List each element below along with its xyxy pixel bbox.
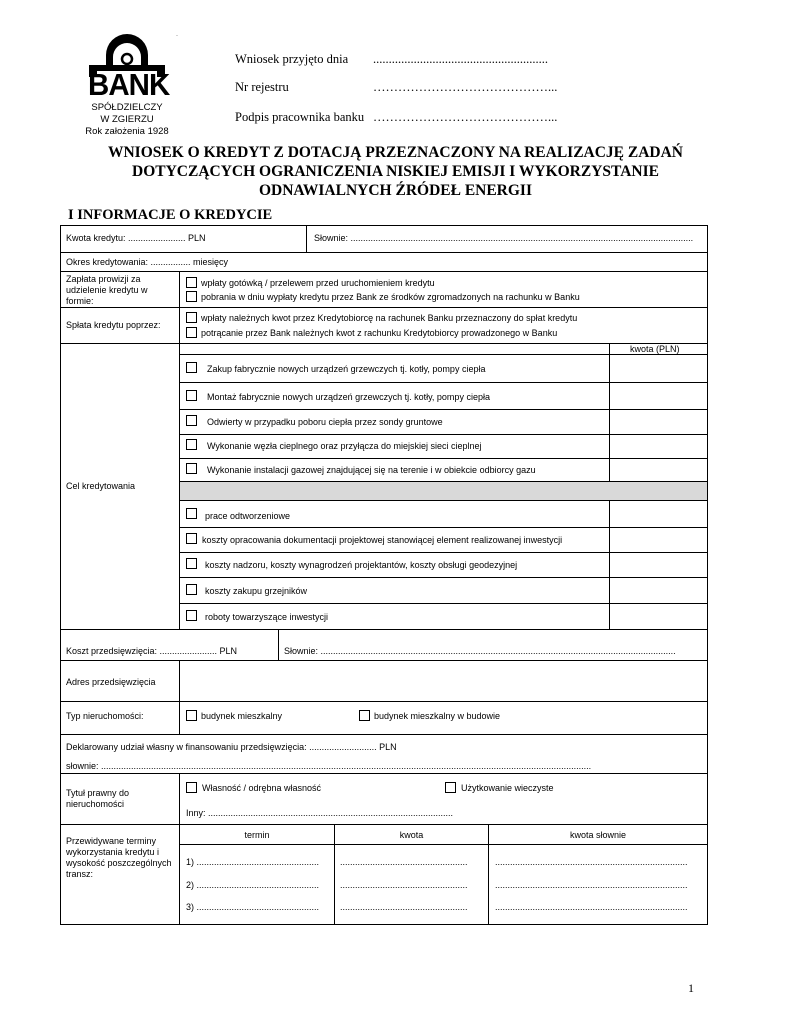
purpose-label-3: Odwierty w przypadku poboru ciepła przez sondy gruntowe <box>207 417 443 427</box>
tranche-3-amount[interactable]: ................................................... <box>340 902 468 912</box>
purpose-label-6: prace odtworzeniowe <box>205 511 291 521</box>
purpose-checkbox-9[interactable] <box>186 584 197 595</box>
legal-title-label: Tytuł prawny do nieruchomości <box>66 788 130 809</box>
project-cost-words-field[interactable]: Słownie: .............................................................................................................................................. <box>284 646 676 656</box>
purpose-checkbox-8[interactable] <box>186 558 197 569</box>
purpose-checkbox-6[interactable] <box>186 508 197 519</box>
legal-title-perpetual-usufruct-label: Użytkowanie wieczyste <box>461 783 554 793</box>
legal-title-ownership-checkbox[interactable] <box>186 782 197 793</box>
purpose-checkbox-1[interactable] <box>186 362 197 373</box>
repayment-transfer-checkbox[interactable] <box>186 312 197 323</box>
property-type-residential-label: budynek mieszkalny <box>201 711 283 721</box>
tick-mark: · <box>176 33 178 39</box>
purpose-label-8: koszty nadzoru, koszty wynagrodzeń projektantów, koszty obsługi geodezyjnej <box>205 560 518 570</box>
property-type-label: Typ nieruchomości: <box>66 711 144 721</box>
legal-title-ownership-label: Własność / odrębna własność <box>202 783 322 793</box>
commission-payment-label: Zapłata prowizji za udzielenie kredytu w formie: <box>66 274 148 306</box>
purpose-checkbox-2[interactable] <box>186 390 197 401</box>
purpose-label-5: Wykonanie instalacji gazowej znajdującej się na terenie i w obiekcie odbiorcy gazu <box>207 465 536 475</box>
amount-pln-header: kwota (PLN) <box>630 344 680 354</box>
tranche-1-amount-words[interactable]: ............................................................................. <box>495 857 688 867</box>
col-slownie-header: kwota słownie <box>569 830 627 840</box>
purpose-label-10: roboty towarzyszące inwestycji <box>205 612 329 622</box>
commission-cash-label: wpłaty gotówką / przelewem przed uruchomieniem kredytu <box>201 278 435 288</box>
tranche-3-amount-words[interactable]: ............................................................................. <box>495 902 688 912</box>
logo-name: BANK <box>88 67 170 102</box>
purpose-checkbox-4[interactable] <box>186 439 197 450</box>
repayment-label: Spłata kredytu poprzez: <box>66 320 161 330</box>
project-cost-field[interactable]: Koszt przedsięwzięcia: ....................... PLN <box>66 646 238 656</box>
loan-period-field[interactable]: Okres kredytowania: ................ miesięcy <box>66 257 229 267</box>
tranche-1-amount[interactable]: ................................................... <box>340 857 468 867</box>
purpose-checkbox-7[interactable] <box>186 533 197 544</box>
registry-number-label: Nr rejestru <box>235 80 289 94</box>
loan-amount-field[interactable]: Kwota kredytu: ....................... PLN <box>66 233 206 243</box>
tranche-3-date[interactable]: 3) ................................................. <box>186 902 320 912</box>
purpose-label-9: koszty zakupu grzejników <box>205 586 308 596</box>
gray-separator-row <box>180 482 707 500</box>
tranche-2-amount[interactable]: ................................................... <box>340 880 468 890</box>
repayment-deduct-label: potrącanie przez Bank należnych kwot z rachunku Kredytobiorcy prowadzonego w Banku <box>201 328 558 338</box>
property-type-under-construction-checkbox[interactable] <box>359 710 370 721</box>
commission-deduct-label: pobrania w dniu wypłaty kredytu przez Bank ze środków zgromadzonych na rachunku w Banku <box>201 292 580 302</box>
purpose-label-4: Wykonanie węzła cieplnego oraz przyłącza do miejskiej sieci cieplnej <box>207 441 482 451</box>
purpose-label-2: Montaż fabrycznie nowych urządzeń grzewczych tj. kotły, pompy ciepła <box>207 392 490 402</box>
bank-employee-signature-label: Podpis pracownika banku <box>235 110 365 124</box>
project-address-input[interactable] <box>182 662 705 699</box>
property-type-under-construction-label: budynek mieszkalny w budowie <box>374 711 501 721</box>
tranche-1-date[interactable]: 1) ................................................. <box>186 857 320 867</box>
page-title-line1: WNIOSEK O KREDYT Z DOTACJĄ PRZEZNACZONY NA REALIZACJĘ ZADAŃ <box>107 144 683 161</box>
purpose-checkbox-10[interactable] <box>186 610 197 621</box>
page-title-line2: DOTYCZĄCYCH OGRANICZENIA NISKIEJ EMISJI I WYKORZYSTANIE <box>132 163 659 180</box>
section-heading: I INFORMACJE O KREDYCIE <box>68 207 273 223</box>
own-contribution-words-field[interactable]: słownie: .................................................................................................................................................................................................... <box>66 761 592 771</box>
commission-cash-checkbox[interactable] <box>186 277 197 288</box>
repayment-deduct-checkbox[interactable] <box>186 327 197 338</box>
loan-purpose-label: Cel kredytowania <box>66 481 136 491</box>
repayment-transfer-label: wpłaty należnych kwot przez Kredytobiorcę na rachunek Banku przeznaczony do spłat kredytu <box>201 313 578 323</box>
purpose-checkbox-3[interactable] <box>186 415 197 426</box>
logo-line3: Rok założenia 1928 <box>85 126 169 137</box>
loan-amount-words-field[interactable]: Słownie: ......................................................................................................................................... <box>314 233 694 243</box>
tranche-2-amount-words[interactable]: ............................................................................. <box>495 880 688 890</box>
registry-number-field[interactable]: ……………………………………... <box>373 80 558 94</box>
col-kwota-header: kwota <box>399 830 424 840</box>
received-date-label: Wniosek przyjęto dnia <box>235 52 349 66</box>
page-title-line3: ODNAWIALNYCH ŹRÓDEŁ ENERGII <box>258 182 532 199</box>
legal-title-other-field[interactable]: Inny: .................................................................................................. <box>186 808 454 818</box>
legal-title-perpetual-usufruct-checkbox[interactable] <box>445 782 456 793</box>
purpose-label-1: Zakup fabrycznie nowych urządzeń grzewczych tj. kotły, pompy ciepła <box>207 364 486 374</box>
own-contribution-field[interactable]: Deklarowany udział własny w finansowaniu przedsięwzięcia: ........................... PLN <box>66 742 397 752</box>
received-date-field[interactable]: ........................................................ <box>373 52 548 66</box>
purpose-label-7: koszty opracowania dokumentacji projektowej stanowiącej element realizowanej inwestycji <box>202 535 563 545</box>
project-address-label: Adres przedsięwzięcia <box>66 677 156 687</box>
logo-line1: SPÓŁDZIELCZY <box>91 102 163 113</box>
property-type-residential-checkbox[interactable] <box>186 710 197 721</box>
purpose-checkbox-5[interactable] <box>186 463 197 474</box>
col-termin-header: termin <box>244 830 270 840</box>
logo-line2: W ZGIERZU <box>100 114 154 125</box>
tranche-2-date[interactable]: 2) ................................................. <box>186 880 320 890</box>
page-number: 1 <box>688 981 694 995</box>
bank-employee-signature-field[interactable]: ……………………………………... <box>373 110 558 124</box>
tranches-label: Przewidywane terminy wykorzystania kredytu i wysokość poszczególnych transz: <box>66 836 172 879</box>
commission-deduct-checkbox[interactable] <box>186 291 197 302</box>
